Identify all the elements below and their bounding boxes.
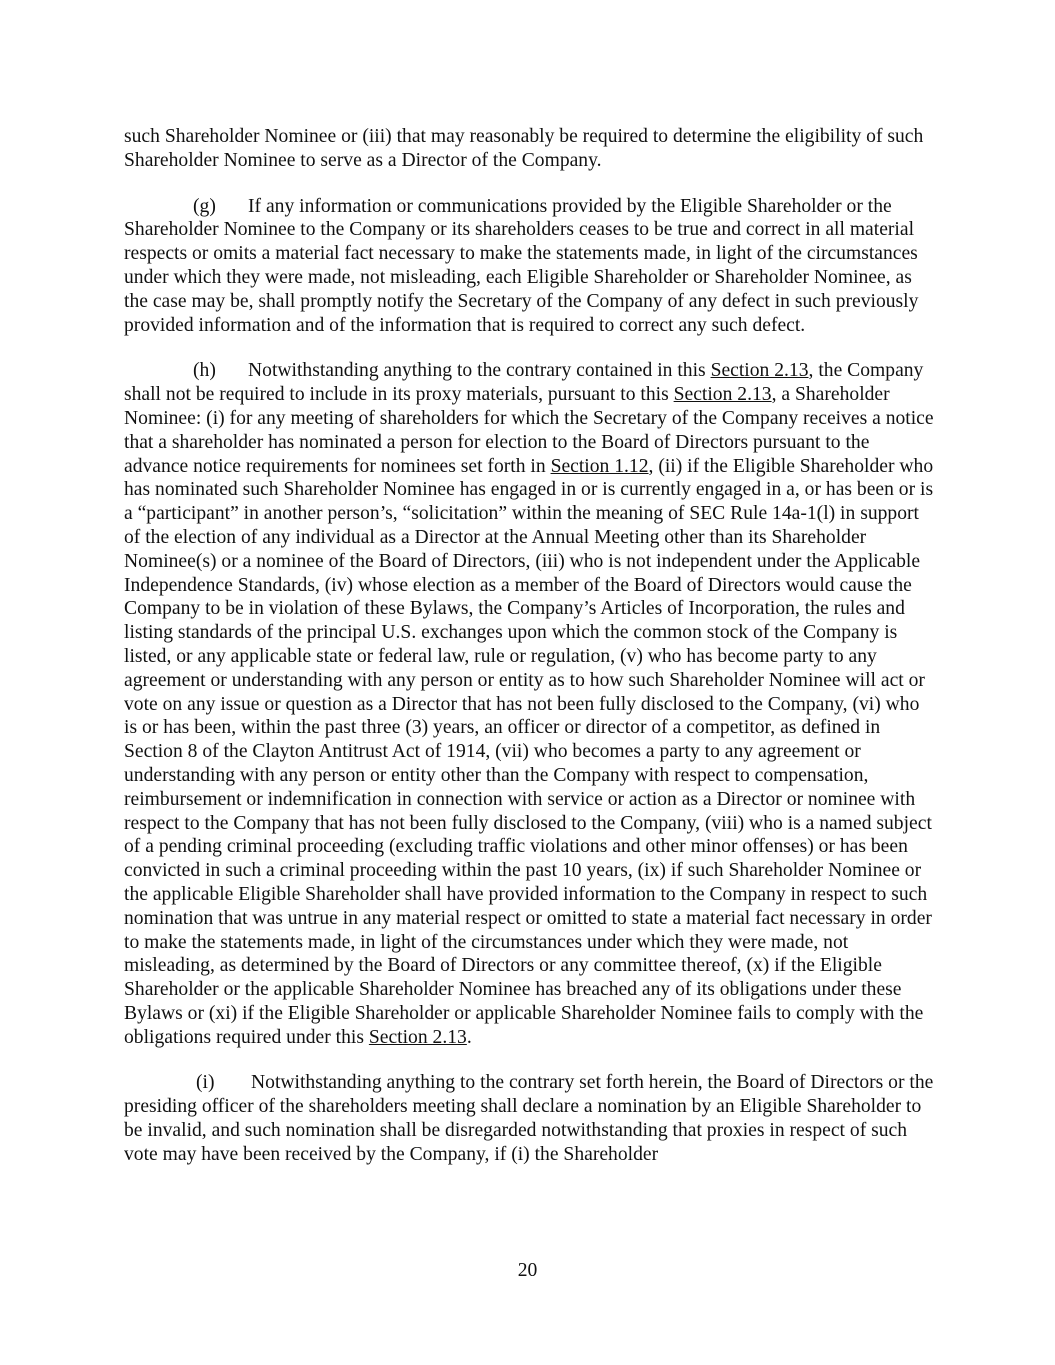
paragraph-h-text-2: , the Company shall not be required to include in its proxy materials, pursuant to this [124, 360, 924, 406]
page-number: 20 [517, 1260, 538, 1281]
paragraph-h-text-5: . [466, 1026, 472, 1048]
paragraph-i-text: Notwithstanding anything to the contrary set forth herein, the Board of Directors or the presiding officer of the shareholders meeting shall declare a nomination by an Eligible Shareholder to be invalid, and such nomination shall be disregarded notwithstanding that proxies in respect of such vote may have been received by the Company, if (i) the Shareholder [124, 1072, 934, 1165]
section-reference-link[interactable]: Section 2.13 [710, 360, 809, 382]
paragraph-h-label: (h) [193, 360, 216, 382]
paragraph-g-text: If any information or communications provided by the Eligible Shareholder or the Shareholder Nominee to the Company or its shareholders ceases to be true and correct in all material respects or omits a material fact necessary to make the statements made, in light of the circumstances under which they were made, not misleading, each Eligible Shareholder or Shareholder Nominee, as the case may be, shall promptly notify the Secretary of the Company of any defect in such previously provided information and of the information that is required to correct any such defect. [124, 195, 919, 336]
section-reference-link[interactable]: Section 1.12 [550, 455, 649, 477]
paragraph-g-label: (g) [193, 195, 216, 217]
paragraph-continuation: such Shareholder Nominee or (iii) that may reasonably be required to determine the eligibility of such Shareholder Nominee to serve as a Director of the Company. [124, 126, 924, 171]
paragraph-h-text-1: Notwithstanding anything to the contrary contained in this [248, 360, 711, 382]
body-text [124, 125, 934, 1189]
paragraph-i [124, 1071, 934, 1166]
paragraph-h-text-4: , (ii) if the Eligible Shareholder who has nominated such Shareholder Nominee has engaged in or is currently engaged in a, or has been or is a “participant” in another person’s, “solicitation” within the meaning of SEC Rule 14a-1(l) in support of the election of any individual as a Director at the Annual Meeting other than its Shareholder Nominee(s) or a nominee of the Board of Directors, (iii) who is not independent under the Applicable Independence Standards, (iv) whose election as a member of the Board of Directors would cause the Company to be in violation of these Bylaws, the Company’s Articles of Incorporation, the rules and listing standards of the principal U.S. exchanges upon which the common stock of the Company is listed, or any applicable state or federal law, rule or regulation, (v) who has become party to any agreement or understanding with any person or entity as to how such Shareholder Nominee will act or vote on any issue or question as a Director that has not been fully disclosed to the Company, (vi) who is or has been, within the past three (3) years, an officer or director of a competitor, as defined in Section 8 of the Clayton Antitrust Act of 1914, (vii) who becomes a party to any agreement or understanding with any person or entity other than the Company with respect to compensation, reimbursement or indemnification in connection with service or action as a Director or nominee with respect to the Company that has not been fully disclosed to the Company, (viii) who is a named subject of a pending criminal proceeding (excluding traffic violations and other minor offenses) or has been convicted in such a criminal proceeding within the past 10 years, (ix) if such Shareholder Nominee or the applicable Eligible Shareholder shall have provided information to the Company in respect to such nomination that was untrue in any material respect or omitted to state a material fact necessary in order to make the statements made, in light of the circumstances under which they were made, not misleading, as determined by the Board of Directors or any committee thereof, (x) if the Eligible Shareholder or the applicable Shareholder Nominee has breached any of its obligations under these Bylaws or (xi) if the Eligible Shareholder or applicable Shareholder Nominee fails to comply with the obligations required under this [124, 455, 934, 1048]
section-reference-link[interactable]: Section 2.13 [673, 384, 772, 406]
paragraph-h [124, 359, 934, 1049]
paragraph-g [124, 195, 934, 338]
paragraph-h-text-3: , a Shareholder Nominee: (i) for any meeting of shareholders for which the Secretary of the Company receives a notice that a shareholder has nominated a person for election to the Board of Directors pursuant to the advance notice requirements for nominees set forth in [124, 384, 934, 477]
paragraph-i-label: (i) [196, 1072, 215, 1094]
section-reference-link[interactable]: Section 2.13 [368, 1026, 467, 1048]
